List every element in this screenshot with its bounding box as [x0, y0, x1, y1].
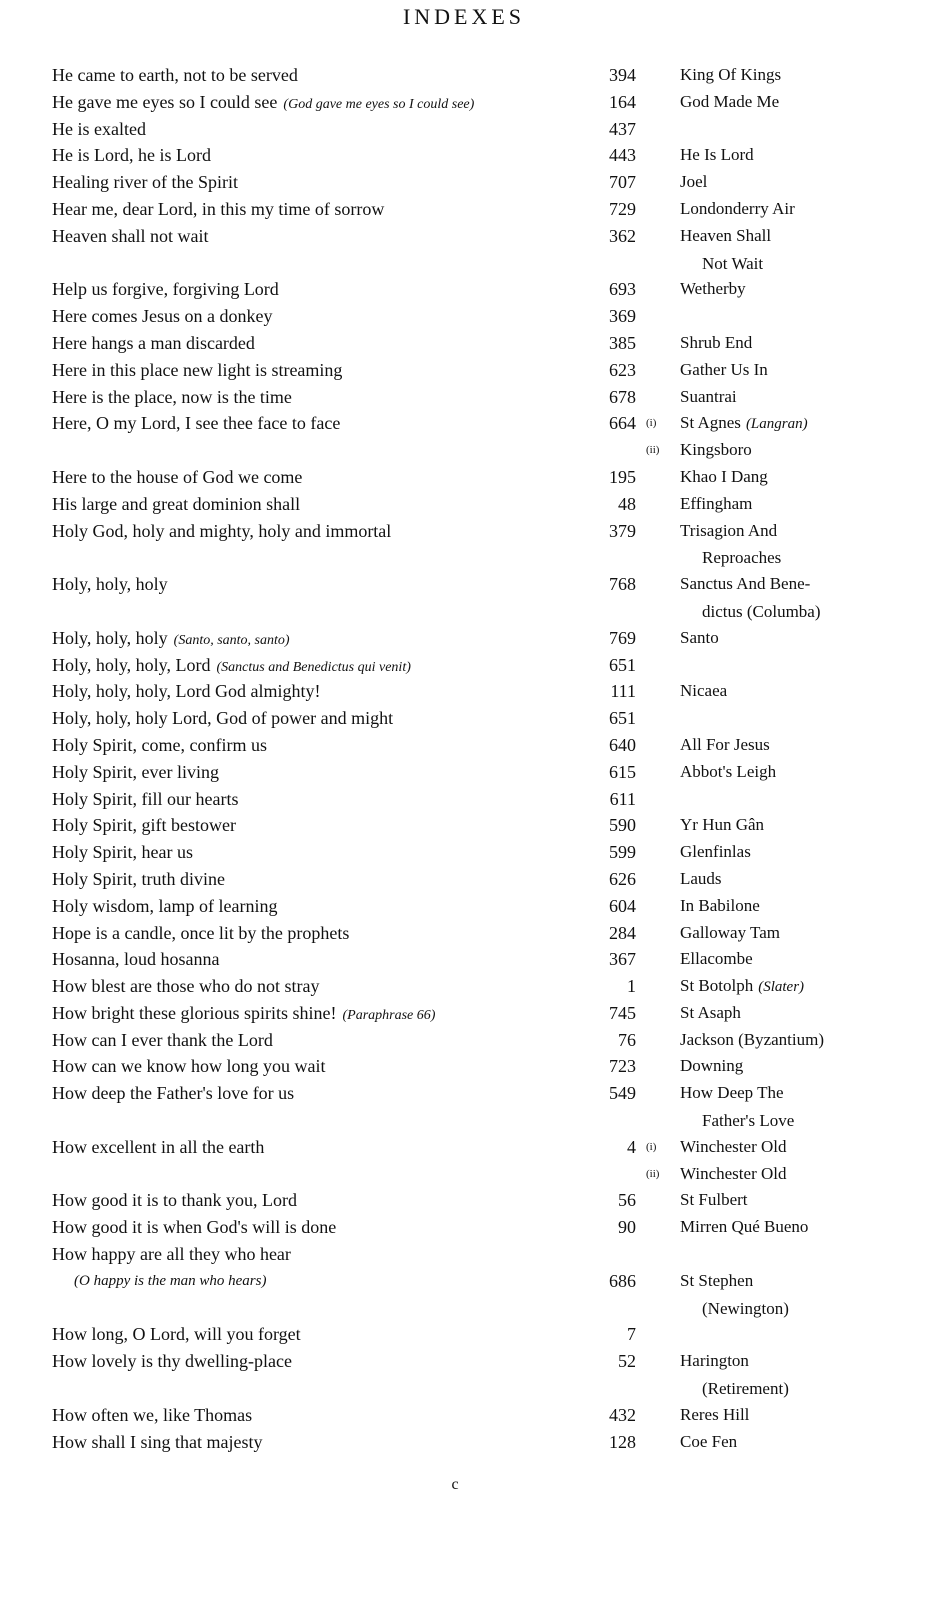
- index-entry: [52, 276, 912, 303]
- hymn-number: 4: [627, 1136, 636, 1157]
- hymn-first-line-text: Hosanna, loud hosanna: [52, 949, 220, 970]
- hymn-first-line: [52, 276, 285, 306]
- tune-name: [680, 384, 920, 412]
- hymn-number: 111: [610, 681, 636, 702]
- tune-name: [680, 196, 920, 224]
- hymn-number: 195: [609, 466, 636, 487]
- hymn-first-line: [52, 678, 326, 708]
- tune-name: [680, 330, 920, 358]
- index-entry: [52, 1027, 912, 1054]
- hymn-first-line: [52, 946, 225, 976]
- hymn-number: 1: [627, 976, 636, 997]
- tune-name: [680, 678, 920, 706]
- tune-name-text: Glenfinlas: [680, 842, 751, 862]
- tune-name: [680, 357, 920, 385]
- index-entry: [52, 142, 912, 169]
- index-entry: [52, 759, 912, 786]
- hymn-first-line: [52, 973, 325, 1003]
- index-entry: [52, 1268, 912, 1322]
- index-entry: [52, 1187, 912, 1214]
- tune-note: (Langran): [745, 416, 808, 433]
- hymn-first-line-text: Hope is a candle, once lit by the prophets: [52, 922, 350, 943]
- hymn-first-line: [52, 330, 261, 360]
- tune-name: [680, 169, 920, 197]
- tune-name-continuation: Reproaches: [702, 548, 782, 568]
- tune-name-text: Londonderry Air: [680, 198, 795, 218]
- tune-name: [680, 759, 920, 787]
- tune-name-text: Santo: [680, 627, 719, 647]
- hymn-first-line: [52, 786, 244, 816]
- hymn-number: 693: [609, 279, 636, 300]
- hymn-index-list: [52, 62, 912, 1455]
- tune-name-text: St Botolph: [680, 976, 754, 996]
- hymn-number: 394: [609, 65, 636, 85]
- hymn-number: 379: [609, 520, 636, 541]
- tune-name-continuation: (Newington): [702, 1298, 789, 1318]
- hymn-first-line-text: How happy are all they who hear: [52, 1244, 291, 1265]
- hymn-first-line: [52, 437, 58, 467]
- hymn-first-line-text: How excellent in all the earth: [52, 1136, 265, 1157]
- index-entry: [52, 705, 912, 732]
- hymn-number: 362: [609, 225, 636, 246]
- tune-name: [680, 946, 920, 974]
- hymn-number: 599: [609, 842, 636, 863]
- tune-name-text: Abbot's Leigh: [680, 761, 777, 781]
- tune-name: [680, 1161, 920, 1189]
- tune-name-text: Effingham: [680, 493, 753, 513]
- hymn-first-line-text: Holy Spirit, come, confirm us: [52, 734, 267, 755]
- hymn-first-line-text: Holy Spirit, fill our hearts: [52, 788, 239, 809]
- index-entry: [52, 973, 912, 1000]
- hymn-number: 437: [609, 118, 636, 139]
- hymn-number: 90: [618, 1217, 636, 1238]
- hymn-first-line-text: Holy Spirit, gift bestower: [52, 815, 236, 836]
- hymn-number: 164: [609, 91, 636, 112]
- hymn-first-line-text: Here comes Jesus on a donkey: [52, 306, 273, 327]
- tune-name: [680, 142, 920, 170]
- tune-name-text: He Is Lord: [680, 145, 754, 165]
- hymn-first-line-text: His large and great dominion shall: [52, 493, 301, 514]
- hymn-number: 432: [609, 1404, 636, 1425]
- tune-name-continuation: (Retirement): [702, 1379, 789, 1399]
- tune-name: [680, 1080, 920, 1135]
- hymn-number: 651: [609, 708, 636, 729]
- hymn-first-line-text: Here in this place new light is streaming: [52, 359, 343, 380]
- hymn-first-line-text: Here to the house of God we come: [52, 466, 303, 487]
- hymn-first-line-text: He gave me eyes so I could see: [52, 91, 278, 112]
- hymn-number: 604: [609, 895, 636, 916]
- hymn-number: 769: [609, 627, 636, 648]
- tune-name: [680, 973, 920, 1001]
- tune-name: [680, 812, 920, 840]
- hymn-first-line: [52, 491, 306, 521]
- tune-name: [680, 1214, 920, 1242]
- index-entry: [52, 223, 912, 277]
- tune-name: [680, 839, 920, 867]
- hymn-first-line-text: Holy wisdom, lamp of learning: [52, 895, 278, 916]
- tune-name: [680, 866, 920, 894]
- index-entry: [52, 1214, 912, 1241]
- tune-option-marker: (i): [646, 417, 657, 430]
- hymn-number: 52: [618, 1351, 636, 1372]
- hymn-first-line: [52, 169, 244, 199]
- hymn-first-line-text: How shall I sing that majesty: [52, 1431, 263, 1452]
- tune-name-text: Khao I Dang: [680, 466, 768, 486]
- hymn-first-line: [52, 1348, 298, 1378]
- tune-name: [680, 116, 920, 144]
- index-entry: [52, 678, 912, 705]
- tune-name: [680, 1000, 920, 1028]
- hymn-first-line-text: Holy, holy, holy: [52, 627, 168, 648]
- hymn-number: 707: [609, 172, 636, 193]
- hymn-number: 615: [609, 761, 636, 782]
- tune-name: [680, 893, 920, 921]
- hymn-number: 686: [609, 1270, 636, 1291]
- tune-name: [680, 89, 920, 117]
- tune-name-text: Sanctus And Bene-: [680, 574, 811, 594]
- tune-name: [680, 437, 920, 465]
- hymn-first-line-text: How often we, like Thomas: [52, 1404, 253, 1425]
- index-entry: [52, 169, 912, 196]
- alternate-title-note: (Paraphrase 66): [342, 1007, 436, 1023]
- tune-option-marker: (i): [646, 1140, 657, 1153]
- tune-name-text: St Agnes: [680, 413, 741, 433]
- hymn-first-line: [52, 518, 397, 548]
- tune-name-text: Lauds: [680, 868, 722, 888]
- tune-name-text: Reres Hill: [680, 1404, 750, 1424]
- index-entry: [52, 1161, 912, 1188]
- hymn-first-line: [52, 866, 231, 896]
- tune-name: [680, 62, 920, 90]
- index-entry: [52, 62, 912, 89]
- hymn-first-line: [52, 142, 217, 172]
- index-entry: [52, 1134, 912, 1161]
- alternate-title-note: (Santo, santo, santo): [173, 632, 290, 648]
- hymn-first-line-text: How can we know how long you wait: [52, 1056, 326, 1077]
- tune-name-text: Joel: [680, 172, 708, 192]
- tune-option-marker: (ii): [646, 1167, 660, 1180]
- tune-option-marker: (ii): [646, 444, 660, 457]
- hymn-first-line: [52, 652, 411, 682]
- hymn-first-line: [52, 625, 290, 655]
- tune-name: [680, 1429, 920, 1457]
- hymn-first-line-text: He is exalted: [52, 118, 146, 139]
- tune-name: [680, 223, 920, 278]
- hymn-number: 367: [609, 949, 636, 970]
- hymn-first-line-text: How blest are those who do not stray: [52, 976, 320, 997]
- index-entry: [52, 89, 912, 116]
- hymn-first-line: [52, 1080, 300, 1110]
- hymn-number: 623: [609, 359, 636, 380]
- hymn-number: 590: [609, 815, 636, 836]
- tune-name: [680, 1348, 920, 1403]
- hymn-number: 678: [609, 386, 636, 407]
- tune-name: [680, 1187, 920, 1215]
- index-entry: [52, 732, 912, 759]
- page-title: INDEXES: [402, 4, 526, 29]
- hymn-first-line-text: Holy, holy, holy, Lord: [52, 654, 211, 675]
- hymn-first-line: [52, 1161, 58, 1191]
- hymn-number: 611: [609, 788, 636, 809]
- index-entry: [52, 410, 912, 437]
- tune-name-text: St Stephen: [680, 1270, 754, 1290]
- tune-name-text: Suantrai: [680, 386, 737, 406]
- hymn-first-line: [52, 571, 174, 601]
- hymn-first-line-text: (O happy is the man who hears): [74, 1272, 267, 1289]
- hymn-first-line-text: He came to earth, not to be served: [52, 65, 298, 85]
- alternate-title-note: (Sanctus and Benedictus qui venit): [216, 659, 411, 675]
- tune-name: [680, 303, 920, 331]
- tune-name: [680, 786, 920, 814]
- hymn-number: 76: [618, 1029, 636, 1050]
- hymn-number: 128: [609, 1431, 636, 1452]
- index-entry: [52, 571, 912, 625]
- hymn-first-line: [52, 1429, 268, 1459]
- hymn-first-line-text: Healing river of the Spirit: [52, 172, 238, 193]
- index-entry: [52, 625, 912, 652]
- hymn-first-line: [52, 62, 304, 92]
- hymn-number: 549: [609, 1083, 636, 1104]
- hymn-first-line-text: Heaven shall not wait: [52, 225, 209, 246]
- hymn-first-line: [52, 196, 390, 226]
- hymn-first-line-text: Here is the place, now is the time: [52, 386, 292, 407]
- hymn-first-line-text: Holy Spirit, truth divine: [52, 868, 225, 889]
- hymn-first-line: [52, 705, 399, 735]
- hymn-first-line-text: Holy Spirit, hear us: [52, 842, 193, 863]
- index-entry: [52, 384, 912, 411]
- hymn-first-line: [52, 410, 346, 440]
- tune-name-text: Harington: [680, 1351, 749, 1371]
- hymn-first-line: [52, 839, 199, 869]
- tune-name-text: Ellacombe: [680, 949, 753, 969]
- hymn-first-line: [52, 732, 273, 762]
- hymn-number: 56: [618, 1190, 636, 1211]
- hymn-first-line-text: How good it is when God's will is done: [52, 1217, 337, 1238]
- hymn-first-line: [52, 1241, 297, 1271]
- hymn-first-line: [52, 464, 308, 494]
- hymn-number: 745: [609, 1002, 636, 1023]
- tune-name-text: Downing: [680, 1056, 744, 1076]
- tune-name-text: How Deep The: [680, 1083, 784, 1103]
- tune-name-text: Heaven Shall: [680, 225, 772, 245]
- index-entry: [52, 893, 912, 920]
- hymn-first-line-text: He is Lord, he is Lord: [52, 145, 211, 166]
- hymn-number: 626: [609, 868, 636, 889]
- tune-name: [680, 1027, 920, 1055]
- hymn-first-line: [52, 812, 242, 842]
- tune-name-text: St Fulbert: [680, 1190, 748, 1210]
- tune-name-text: Trisagion And: [680, 520, 778, 540]
- hymn-first-line-text: Hear me, dear Lord, in this my time of sorrow: [52, 198, 385, 219]
- tune-name-text: Coe Fen: [680, 1431, 738, 1451]
- hymn-first-line: [52, 920, 355, 950]
- hymn-number: 768: [609, 574, 636, 595]
- hymn-first-line-text: Holy, holy, holy: [52, 574, 168, 595]
- hymn-first-line: [52, 1402, 258, 1432]
- tune-name-continuation: dictus (Columba): [702, 601, 821, 621]
- tune-name-text: Jackson (Byzantium): [680, 1029, 824, 1049]
- tune-name: [680, 652, 920, 680]
- tune-name-text: Gather Us In: [680, 359, 768, 379]
- index-entry: [52, 518, 912, 572]
- tune-name: [680, 732, 920, 760]
- index-entry: [52, 652, 912, 679]
- index-entry: [52, 1053, 912, 1080]
- hymn-first-line-text: How long, O Lord, will you forget: [52, 1324, 301, 1345]
- hymn-first-line-text: How lovely is thy dwelling-place: [52, 1351, 292, 1372]
- index-entry: [52, 839, 912, 866]
- index-entry: [52, 357, 912, 384]
- tune-name-text: Galloway Tam: [680, 922, 780, 942]
- tune-name: [680, 571, 920, 626]
- index-entry: [52, 437, 912, 464]
- tune-name-continuation: Father's Love: [702, 1111, 795, 1131]
- index-entry: [52, 303, 912, 330]
- tune-name: [680, 518, 920, 573]
- tune-name-text: All For Jesus: [680, 734, 770, 754]
- hymn-number: 443: [609, 145, 636, 166]
- tune-name: [680, 1268, 920, 1323]
- tune-name: [680, 410, 920, 438]
- hymn-first-line: [52, 759, 225, 789]
- hymn-number: 651: [609, 654, 636, 675]
- index-entry: [52, 330, 912, 357]
- index-entry: [52, 196, 912, 223]
- index-entry: [52, 1080, 912, 1134]
- hymn-first-line-text: Holy Spirit, ever living: [52, 761, 219, 782]
- index-entry: [52, 866, 912, 893]
- hymn-first-line: [52, 1321, 307, 1351]
- index-entry: [52, 1000, 912, 1027]
- hymn-first-line: [52, 1214, 342, 1244]
- hymn-first-line: [52, 1027, 279, 1057]
- index-entry: [52, 1402, 912, 1429]
- index-entry: [52, 920, 912, 947]
- hymn-first-line: [52, 1000, 435, 1030]
- tune-name-text: Mirren Qué Bueno: [680, 1217, 809, 1237]
- alternate-title-note: (God gave me eyes so I could see): [283, 96, 475, 112]
- tune-name: [680, 491, 920, 519]
- hymn-first-line: [52, 89, 474, 119]
- hymn-number: 664: [609, 413, 636, 434]
- hymn-first-line: [52, 1187, 303, 1217]
- hymn-first-line-text: How deep the Father's love for us: [52, 1083, 295, 1104]
- tune-name-text: Winchester Old: [680, 1136, 787, 1156]
- hymn-first-line-text: How bright these glorious spirits shine!: [52, 1002, 337, 1023]
- hymn-number: 369: [609, 306, 636, 327]
- tune-name: [680, 705, 920, 733]
- hymn-number: 48: [618, 493, 636, 514]
- hymn-first-line: [52, 357, 348, 387]
- tune-name: [680, 1134, 920, 1162]
- tune-name-text: Wetherby: [680, 279, 746, 299]
- tune-name: [680, 920, 920, 948]
- hymn-number: 385: [609, 332, 636, 353]
- page-number: c: [451, 1476, 459, 1493]
- tune-name-text: Winchester Old: [680, 1163, 787, 1183]
- tune-name-text: King Of Kings: [680, 65, 782, 84]
- hymn-first-line-text: How can I ever thank the Lord: [52, 1029, 273, 1050]
- index-entry: [52, 464, 912, 491]
- index-entry: [52, 1321, 912, 1348]
- index-entry: [52, 1348, 912, 1402]
- tune-name: [680, 1053, 920, 1081]
- hymn-first-line: [52, 223, 214, 253]
- hymn-number: 7: [627, 1324, 636, 1345]
- tune-name-text: God Made Me: [680, 91, 780, 111]
- tune-name: [680, 464, 920, 492]
- tune-name-text: St Asaph: [680, 1002, 741, 1022]
- tune-name-text: Shrub End: [680, 332, 753, 352]
- index-entry: [52, 1241, 912, 1268]
- tune-name: [680, 1321, 920, 1349]
- hymn-first-line-text: How good it is to thank you, Lord: [52, 1190, 297, 1211]
- hymn-first-line-text: Here, O my Lord, I see thee face to face: [52, 413, 341, 434]
- hymn-first-line: [52, 384, 298, 414]
- index-entry: [52, 946, 912, 973]
- hymn-first-line: [74, 1268, 272, 1296]
- index-entry: [52, 1429, 912, 1456]
- tune-name-text: In Babilone: [680, 895, 760, 915]
- hymn-first-line-text: Help us forgive, forgiving Lord: [52, 279, 279, 300]
- hymn-first-line: [52, 1134, 270, 1164]
- hymn-number: 640: [609, 734, 636, 755]
- hymn-number: 729: [609, 198, 636, 219]
- hymn-first-line-text: Holy, holy, holy Lord, God of power and might: [52, 708, 394, 729]
- hymn-number: 284: [609, 922, 636, 943]
- tune-name: [680, 276, 920, 304]
- index-entry: [52, 491, 912, 518]
- tune-note: (Slater): [758, 979, 805, 996]
- tune-name: [680, 1402, 920, 1430]
- hymn-first-line: [52, 1053, 331, 1083]
- index-entry: [52, 116, 912, 143]
- index-entry: [52, 812, 912, 839]
- hymn-first-line: [52, 893, 283, 923]
- tune-name: [680, 1241, 920, 1269]
- tune-name-text: Nicaea: [680, 681, 728, 701]
- index-entry: [52, 786, 912, 813]
- hymn-first-line-text: Holy God, holy and mighty, holy and immortal: [52, 520, 392, 541]
- hymn-number: 723: [609, 1056, 636, 1077]
- hymn-first-line: [52, 303, 278, 333]
- hymn-first-line-text: Here hangs a man discarded: [52, 332, 255, 353]
- hymn-first-line: [52, 116, 152, 146]
- tune-name-continuation: Not Wait: [702, 253, 764, 273]
- tune-name-text: Kingsboro: [680, 440, 752, 460]
- hymn-first-line-text: Holy, holy, holy, Lord God almighty!: [52, 681, 321, 702]
- tune-name: [680, 625, 920, 653]
- tune-name-text: Yr Hun Gân: [680, 815, 765, 835]
